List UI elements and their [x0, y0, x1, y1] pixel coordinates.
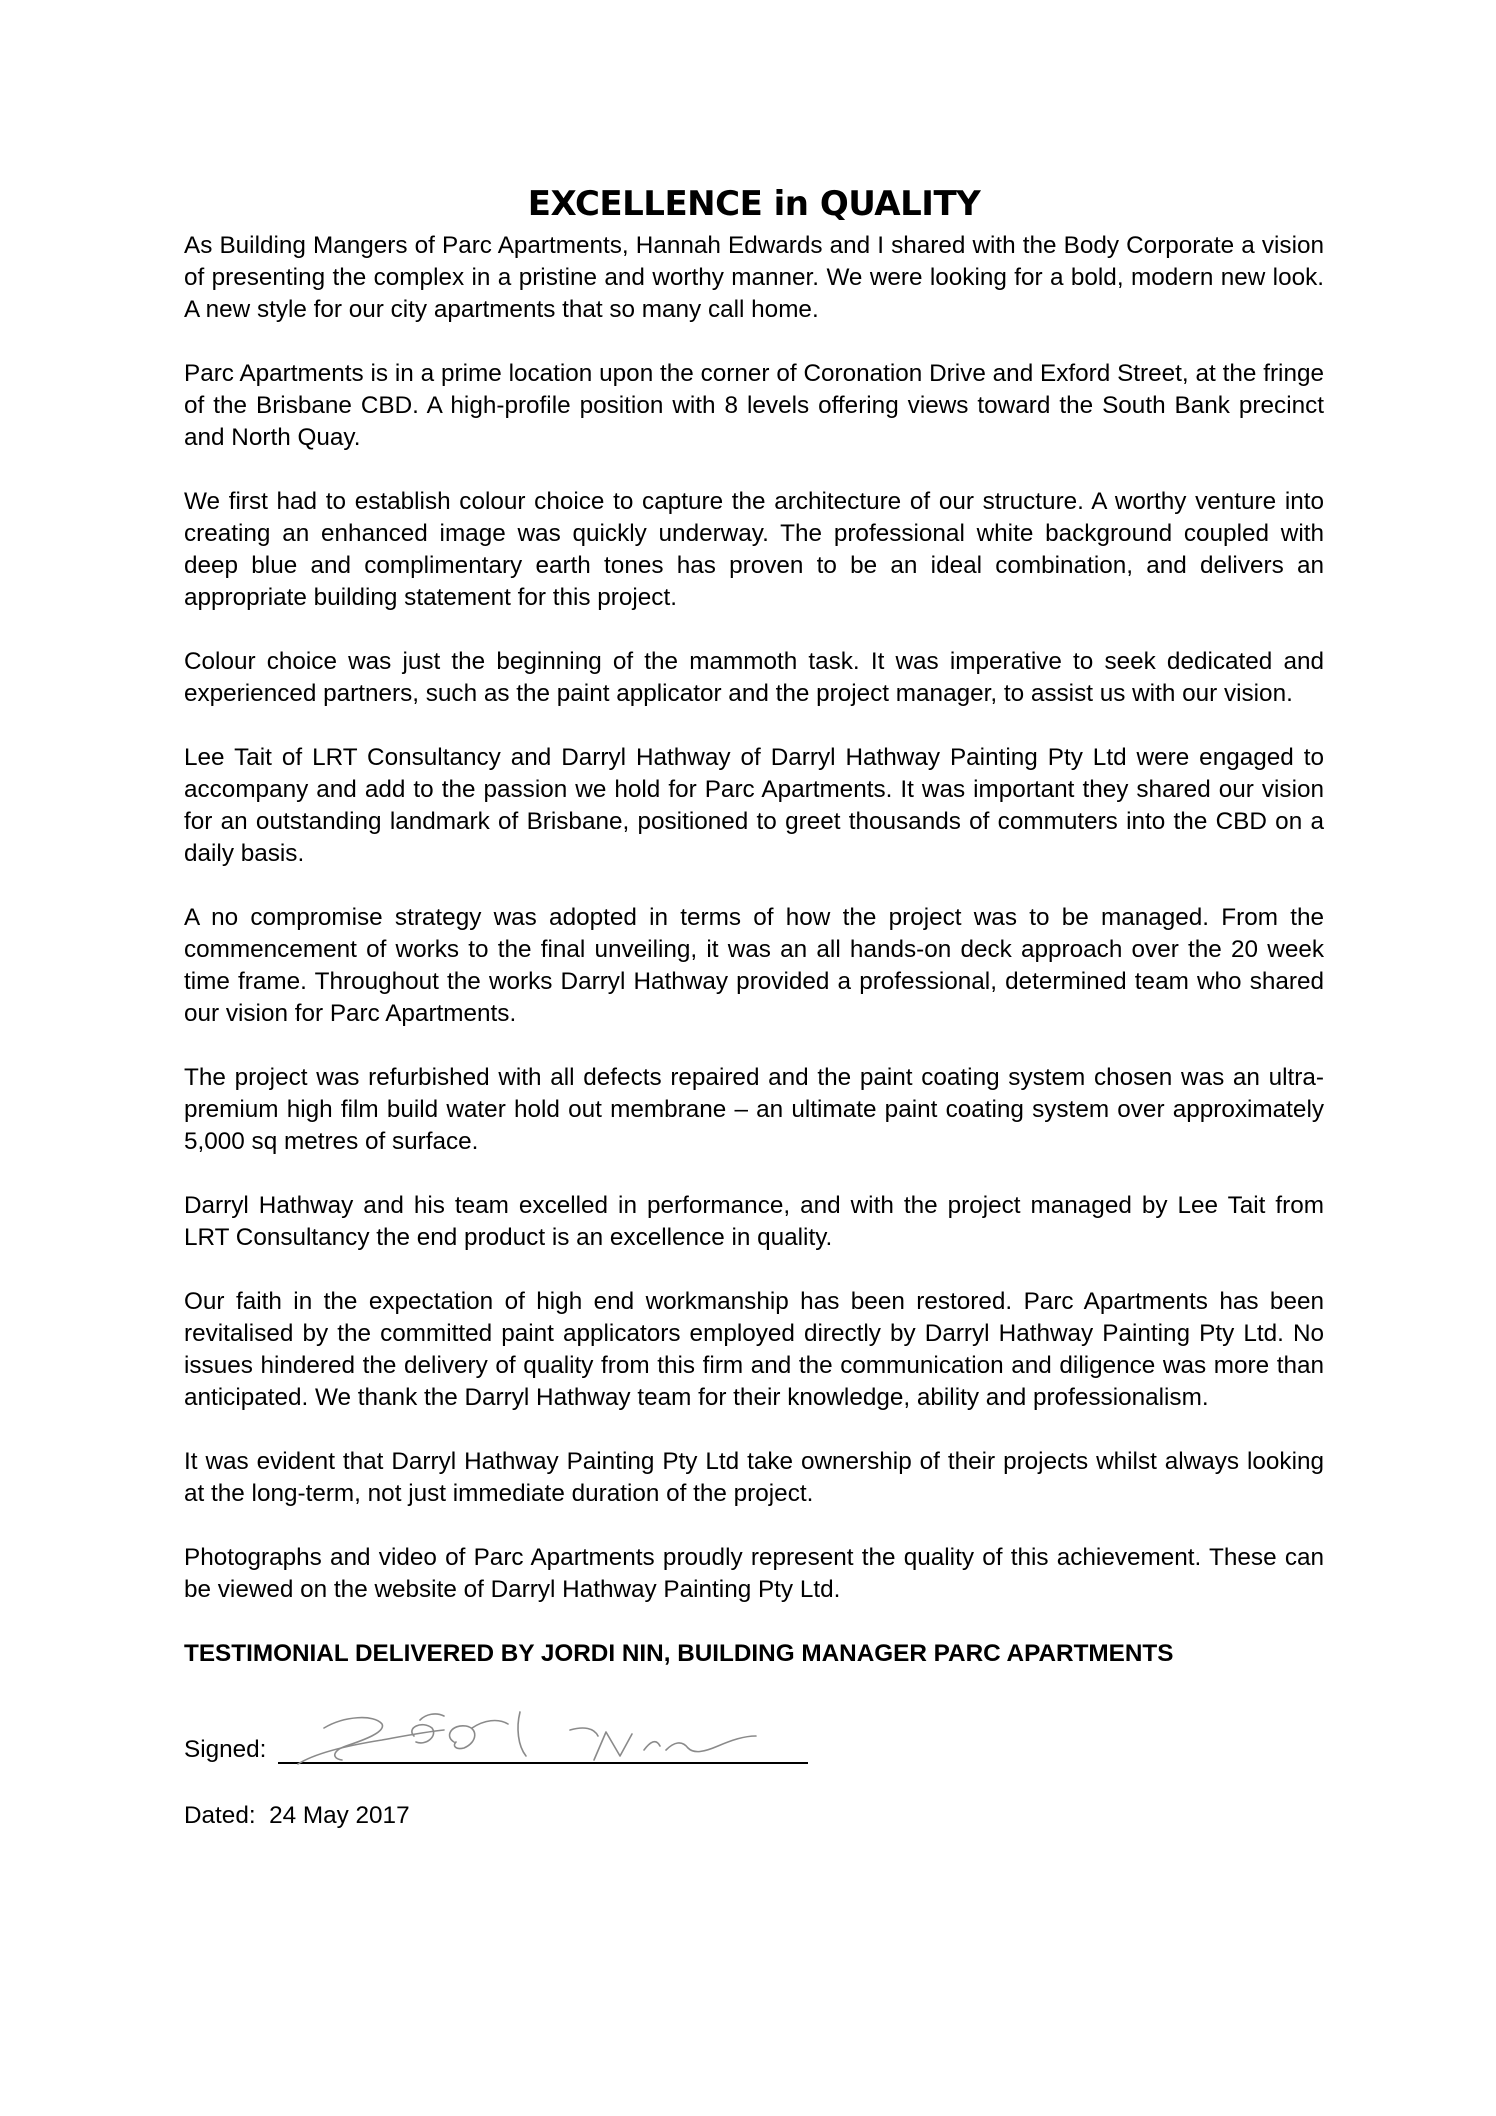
- paragraph-5: Lee Tait of LRT Consultancy and Darryl Hathway of Darryl Hathway Painting Pty Ltd were engaged to accompany and add to the passion we hold for Parc Apartments. It was important they shared our vision for an outstanding landmark of Brisbane, positioned to greet thousands of commuters into the CBD on a daily basis.: [184, 744, 1324, 867]
- document-page: [184, 184, 1324, 1832]
- signature-block: [184, 1722, 1324, 1766]
- paragraph-9: Our faith in the expectation of high end workmanship has been restored. Parc Apartments has been revitalised by the committed paint applicators employed directly by Darryl Hathway Painting Pty Ltd. No issues hindered the delivery of quality from this firm and the communication and diligence was more than anticipated. We thank the Darryl Hathway team for their knowledge, ability and professionalism.: [184, 1288, 1324, 1411]
- document-title: EXCELLENCE in QUALITY: [527, 184, 981, 224]
- paragraph-6: A no compromise strategy was adopted in terms of how the project was to be managed. From the commencement of works to the final unveiling, it was an all hands-on deck approach over the 20 week time frame. Throughout the works Darryl Hathway provided a professional, determined team who shared our vision for Parc Apartments.: [184, 904, 1324, 1027]
- paragraph-8: Darryl Hathway and his team excelled in performance, and with the project managed by Lee Tait from LRT Consultancy the end product is an excellence in quality.: [184, 1192, 1324, 1251]
- paragraph-2: Parc Apartments is in a prime location upon the corner of Coronation Drive and Exford Street, at the fringe of the Brisbane CBD. A high-profile position with 8 levels offering views toward the South Bank precinct and North Quay.: [184, 360, 1324, 451]
- paragraph-11: Photographs and video of Parc Apartments proudly represent the quality of this achievement. These can be viewed on the website of Darryl Hathway Painting Pty Ltd.: [184, 1544, 1324, 1603]
- paragraph-10: It was evident that Darryl Hathway Painting Pty Ltd take ownership of their projects whilst always looking at the long-term, not just immediate duration of the project.: [184, 1448, 1324, 1507]
- handwritten-signature: [294, 1706, 764, 1774]
- dated-value: 24 May 2017: [269, 1802, 410, 1829]
- testimonial-heading: TESTIMONIAL DELIVERED BY JORDI NIN, BUILDING MANAGER PARC APARTMENTS: [184, 1640, 1174, 1667]
- paragraph-7: The project was refurbished with all defects repaired and the paint coating system chosen was an ultra-premium high film build water hold out membrane – an ultimate paint coating system over approximately 5,000 sq metres of surface.: [184, 1064, 1324, 1155]
- dated-label: Dated:: [184, 1802, 256, 1829]
- signed-label: Signed:: [184, 1736, 267, 1763]
- paragraph-4: Colour choice was just the beginning of the mammoth task. It was imperative to seek dedicated and experienced partners, such as the paint applicator and the project manager, to assist us with our vision.: [184, 648, 1324, 707]
- paragraph-3: We first had to establish colour choice to capture the architecture of our structure. A worthy venture into creating an enhanced image was quickly underway. The professional white background coupled with deep blue and complimentary earth tones has proven to be an ideal combination, and delivers an appropriate building statement for this project.: [184, 488, 1324, 611]
- dated-row: [184, 1800, 1324, 1832]
- paragraph-1: As Building Mangers of Parc Apartments, Hannah Edwards and I shared with the Body Corporate a vision of presenting the complex in a pristine and worthy manner. We were looking for a bold, modern new look. A new style for our city apartments that so many call home.: [184, 232, 1324, 323]
